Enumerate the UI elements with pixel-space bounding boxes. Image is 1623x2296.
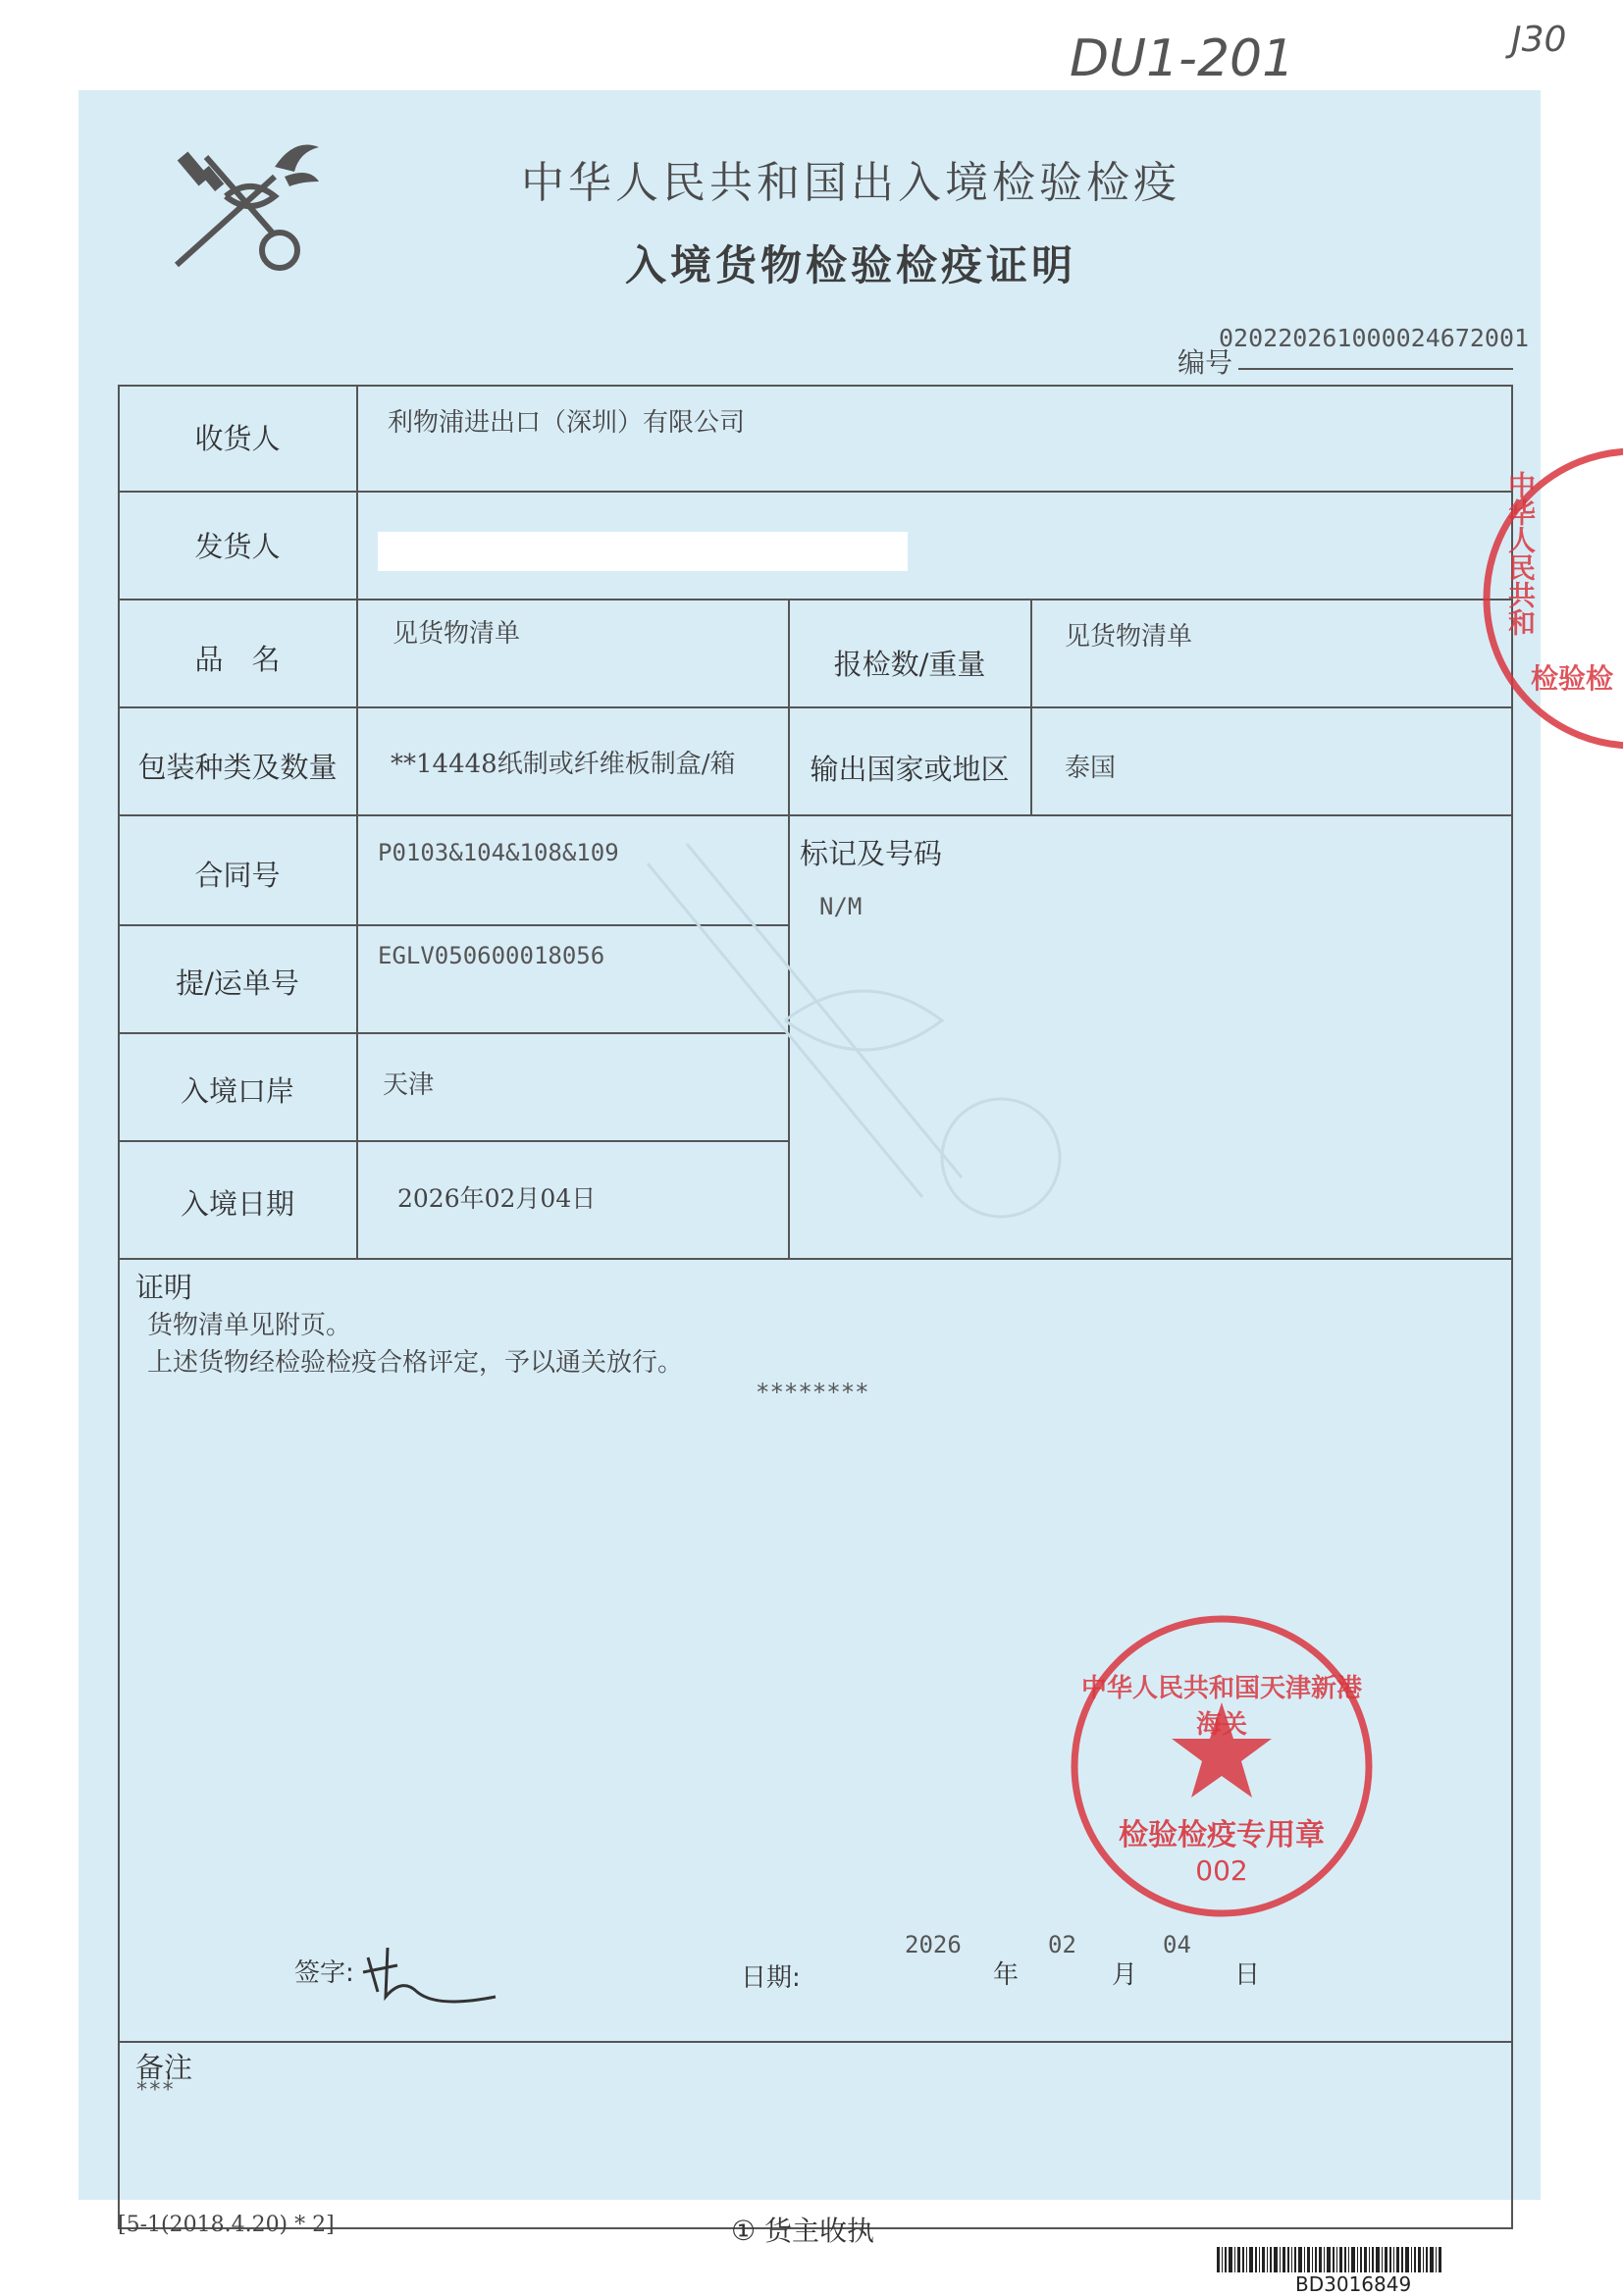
- remarks-value: ***: [135, 2078, 175, 2103]
- signature-label: 签字:: [294, 1958, 354, 1988]
- seal-bottom-text: 检验检疫专用章: [1119, 1818, 1325, 1852]
- row-line-2: [118, 599, 1511, 600]
- origin-label: 输出国家或地区: [810, 753, 1010, 786]
- edge-seal-stamp: [1467, 442, 1623, 756]
- row-line-1: [118, 491, 1511, 493]
- row-line-remarks: [118, 2041, 1511, 2043]
- form-code: [5-1(2018.4.20) * 2]: [118, 2213, 335, 2237]
- quantity-label: 报检数/重量: [833, 648, 986, 681]
- grid-col-label: [356, 385, 358, 1258]
- packing-label: 包装种类及数量: [137, 751, 338, 784]
- seal-code: 002: [1195, 1854, 1248, 1887]
- consignor-label: 发货人: [194, 530, 281, 563]
- consignee-label: 收货人: [194, 422, 281, 455]
- bl-value: EGLV050600018056: [378, 942, 605, 969]
- port-value: 天津: [383, 1070, 435, 1100]
- signature-date-label: 日期:: [741, 1963, 801, 1993]
- document-title: 中华人民共和国出入境检验检疫: [521, 158, 1180, 208]
- signature-year: 2026: [905, 1931, 962, 1958]
- certification-line-1: 货物清单见附页。: [147, 1311, 352, 1340]
- certification-line-2: 上述货物经检验检疫合格评定，予以通关放行。: [147, 1348, 684, 1378]
- product-value: 见货物清单: [393, 619, 521, 649]
- handwritten-signature: [358, 1938, 505, 2011]
- port-label: 入境口岸: [180, 1074, 294, 1108]
- number-label: 编号: [1178, 346, 1233, 379]
- certification-stars: ********: [756, 1379, 869, 1406]
- row-line-4: [118, 814, 1511, 816]
- contract-value: P0103&104&108&109: [378, 839, 619, 866]
- product-label: 品 名: [194, 643, 281, 676]
- grid-top: [118, 385, 1511, 387]
- handwritten-corner-mark: J30: [1511, 20, 1567, 60]
- entry-date-value: 2026年02月04日: [397, 1184, 597, 1213]
- packing-value: **14448纸制或纤维板制盒/箱: [391, 750, 736, 779]
- number-value: 020220261000024672001: [1219, 324, 1530, 352]
- barcode: [1217, 2247, 1516, 2272]
- number-underline: [1238, 368, 1513, 370]
- document-subtitle: 入境货物检验检疫证明: [624, 241, 1076, 289]
- signature-month: 02: [1048, 1931, 1076, 1958]
- seal-ring-text: 中华人民共和国天津新港海关: [1080, 1674, 1362, 1740]
- signature-day: 04: [1163, 1931, 1191, 1958]
- marks-label: 标记及号码: [800, 837, 943, 870]
- contract-label: 合同号: [194, 859, 281, 892]
- row-line-8: [118, 1258, 1511, 1260]
- edge-seal-bottom-text: 检验检: [1531, 662, 1614, 695]
- watermark-emblem-icon: [628, 824, 1138, 1256]
- remarks-heading: 备注: [135, 2051, 193, 2084]
- bl-label: 提/运单号: [176, 966, 299, 1000]
- origin-value: 泰国: [1065, 754, 1117, 783]
- edge-seal-ring-text: 中华人民共和: [1504, 471, 1537, 636]
- entry-date-label: 入境日期: [180, 1187, 294, 1221]
- signature-month-unit: 月: [1112, 1960, 1138, 1990]
- consignor-redaction: [378, 532, 908, 571]
- marks-value: N/M: [819, 893, 863, 920]
- consignee-value: 利物浦进出口（深圳）有限公司: [388, 408, 746, 438]
- certification-heading: 证明: [135, 1271, 193, 1304]
- quantity-value: 见货物清单: [1065, 622, 1193, 652]
- serial-number: BD3016849: [1295, 2272, 1412, 2296]
- signature-year-unit: 年: [993, 1960, 1020, 1990]
- handwritten-code: DU1-201: [1070, 29, 1295, 88]
- row-line-3: [118, 706, 1511, 708]
- copy-label: ① 货主收执: [731, 2215, 875, 2247]
- signature-day-unit: 日: [1234, 1960, 1261, 1990]
